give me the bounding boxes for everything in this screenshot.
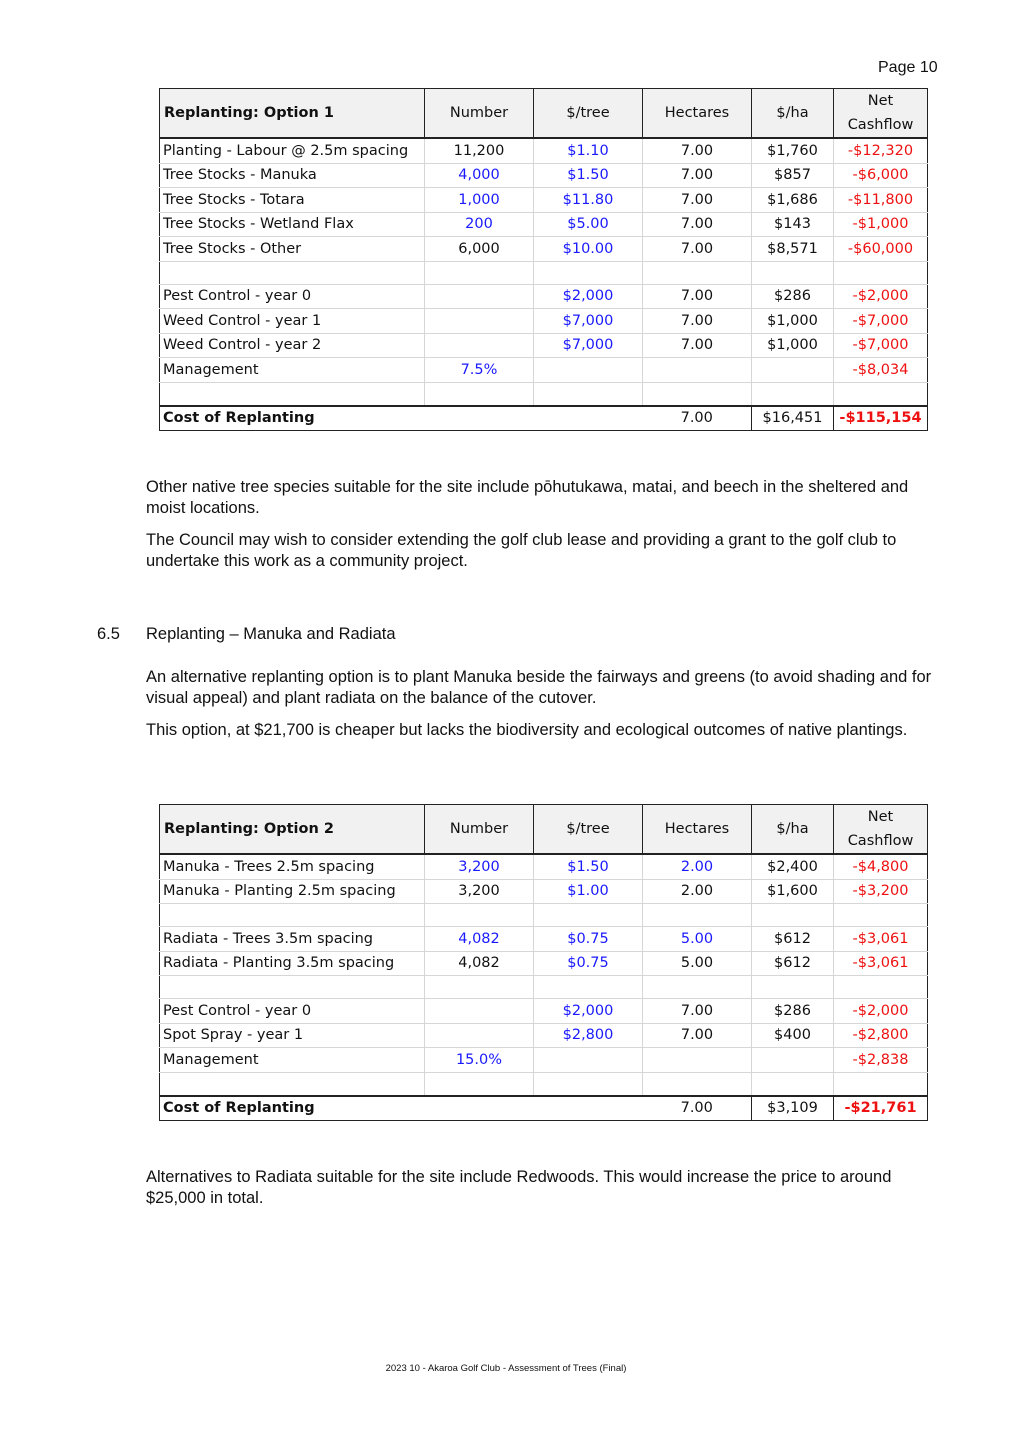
cell-number — [425, 309, 534, 334]
cell-number: 200 — [425, 212, 534, 237]
cell-per-tree: $1.10 — [534, 138, 643, 163]
cell-per-tree — [534, 358, 643, 383]
total-row — [160, 1096, 928, 1121]
cell-net-cashflow: -$2,000 — [834, 999, 928, 1024]
table-row — [160, 854, 928, 879]
paragraph-redwoods: Alternatives to Radiata suitable for the site include Redwoods. This would increase the price to around $25,000 in total. — [146, 1168, 892, 1207]
total-hectares: 7.00 — [643, 1096, 752, 1121]
header-per-tree: $/tree — [534, 89, 643, 139]
cell-number: 6,000 — [425, 237, 534, 262]
cell-net-cashflow: -$1,000 — [834, 212, 928, 237]
header-per-tree: $/tree — [534, 805, 643, 855]
cell-number: 1,000 — [425, 188, 534, 213]
total-label: Cost of Replanting — [160, 406, 643, 431]
row-label: Management — [160, 1048, 425, 1073]
page-footer: 2023 10 - Akaroa Golf Club - Assessment of Trees (Final) — [385, 1363, 627, 1374]
cell-number: 4,000 — [425, 163, 534, 188]
cell-hectares: 5.00 — [643, 951, 752, 976]
table-row — [160, 212, 928, 237]
page-number: Page 10 — [878, 59, 938, 76]
total-hectares: 7.00 — [643, 406, 752, 431]
cell-hectares — [643, 358, 752, 383]
row-label: Pest Control - year 0 — [160, 284, 425, 309]
header-hectares: Hectares — [643, 89, 752, 139]
cell-net-cashflow: -$60,000 — [834, 237, 928, 262]
cell-hectares: 7.00 — [643, 284, 752, 309]
cell-per-tree: $1.00 — [534, 879, 643, 904]
row-label: Pest Control - year 0 — [160, 999, 425, 1024]
cell-hectares: 7.00 — [643, 333, 752, 358]
cell-number — [425, 284, 534, 309]
cell-hectares: 5.00 — [643, 927, 752, 952]
cell-per-ha: $612 — [752, 951, 834, 976]
section-number: 6.5 — [97, 625, 120, 643]
table-row — [160, 163, 928, 188]
cell-per-ha — [752, 1048, 834, 1073]
cell-hectares: 7.00 — [643, 163, 752, 188]
cell-number — [425, 999, 534, 1024]
header-label: Replanting: Option 1 — [160, 89, 425, 139]
total-net-cashflow: -$21,761 — [834, 1096, 928, 1121]
row-label: Radiata - Planting 3.5m spacing — [160, 951, 425, 976]
cell-net-cashflow: -$2,838 — [834, 1048, 928, 1073]
row-label: Tree Stocks - Manuka — [160, 163, 425, 188]
total-per-ha: $3,109 — [752, 1096, 834, 1121]
cell-per-ha: $1,600 — [752, 879, 834, 904]
cell-number: 4,082 — [425, 927, 534, 952]
row-label: Tree Stocks - Other — [160, 237, 425, 262]
cell-number: 3,200 — [425, 879, 534, 904]
table-row — [160, 999, 928, 1024]
cell-per-tree: $2,000 — [534, 999, 643, 1024]
cell-per-ha: $2,400 — [752, 854, 834, 879]
cell-net-cashflow: -$2,000 — [834, 284, 928, 309]
cell-per-tree: $10.00 — [534, 237, 643, 262]
header-net-cashflow: Net Cashflow — [834, 805, 928, 855]
row-label: Management — [160, 358, 425, 383]
replanting-option-2-table — [159, 804, 928, 1121]
paragraph-native-species: Other native tree species suitable for the site include pōhutukawa, matai, and beech in the sheltered and moist locations. — [146, 478, 909, 517]
cell-per-tree: $5.00 — [534, 212, 643, 237]
cell-number: 3,200 — [425, 854, 534, 879]
row-label: Manuka - Trees 2.5m spacing — [160, 854, 425, 879]
cell-number: 15.0% — [425, 1048, 534, 1073]
cell-hectares: 7.00 — [643, 237, 752, 262]
row-label: Radiata - Trees 3.5m spacing — [160, 927, 425, 952]
row-label: Weed Control - year 2 — [160, 333, 425, 358]
row-label: Planting - Labour @ 2.5m spacing — [160, 138, 425, 163]
cell-per-tree — [534, 1048, 643, 1073]
header-per-ha: $/ha — [752, 89, 834, 139]
table-row — [160, 237, 928, 262]
cell-per-tree: $1.50 — [534, 163, 643, 188]
table-header-row — [160, 89, 928, 139]
header-hectares: Hectares — [643, 805, 752, 855]
cell-per-tree: $2,800 — [534, 1023, 643, 1048]
cell-per-tree: $2,000 — [534, 284, 643, 309]
table-row — [160, 879, 928, 904]
cell-number: 4,082 — [425, 951, 534, 976]
cell-number: 7.5% — [425, 358, 534, 383]
cell-per-ha: $1,000 — [752, 333, 834, 358]
cell-per-tree: $1.50 — [534, 854, 643, 879]
cell-net-cashflow: -$3,061 — [834, 927, 928, 952]
table-row — [160, 284, 928, 309]
cell-net-cashflow: -$3,061 — [834, 951, 928, 976]
blank-row — [160, 261, 928, 284]
cell-hectares: 7.00 — [643, 309, 752, 334]
cell-per-ha: $1,000 — [752, 309, 834, 334]
cell-net-cashflow: -$7,000 — [834, 309, 928, 334]
cell-number — [425, 333, 534, 358]
row-label: Tree Stocks - Wetland Flax — [160, 212, 425, 237]
table-row — [160, 138, 928, 163]
cell-hectares: 7.00 — [643, 999, 752, 1024]
cell-per-tree: $7,000 — [534, 333, 643, 358]
cell-per-ha: $1,686 — [752, 188, 834, 213]
table-row — [160, 188, 928, 213]
cell-net-cashflow: -$12,320 — [834, 138, 928, 163]
header-number: Number — [425, 89, 534, 139]
cell-hectares: 2.00 — [643, 854, 752, 879]
total-per-ha: $16,451 — [752, 406, 834, 431]
header-number: Number — [425, 805, 534, 855]
table-row — [160, 309, 928, 334]
row-label: Manuka - Planting 2.5m spacing — [160, 879, 425, 904]
cell-net-cashflow: -$8,034 — [834, 358, 928, 383]
cell-hectares: 7.00 — [643, 188, 752, 213]
row-label: Tree Stocks - Totara — [160, 188, 425, 213]
blank-row — [160, 382, 928, 406]
cell-per-ha: $286 — [752, 999, 834, 1024]
table-row — [160, 1023, 928, 1048]
cell-per-tree: $7,000 — [534, 309, 643, 334]
cell-per-ha: $286 — [752, 284, 834, 309]
cell-per-tree: $0.75 — [534, 951, 643, 976]
table-row — [160, 333, 928, 358]
cell-net-cashflow: -$3,200 — [834, 879, 928, 904]
cell-net-cashflow: -$2,800 — [834, 1023, 928, 1048]
row-label: Spot Spray - year 1 — [160, 1023, 425, 1048]
header-per-ha: $/ha — [752, 805, 834, 855]
paragraph-option-cost: This option, at $21,700 is cheaper but lacks the biodiversity and ecological outcomes of native plantings. — [146, 721, 908, 739]
cell-net-cashflow: -$7,000 — [834, 333, 928, 358]
cell-number — [425, 1023, 534, 1048]
paragraph-council-lease: The Council may wish to consider extending the golf club lease and providing a grant to the golf club to undertake this work as a community project. — [146, 531, 897, 570]
cell-per-ha: $400 — [752, 1023, 834, 1048]
blank-row — [160, 904, 928, 927]
header-net-cashflow: Net Cashflow — [834, 89, 928, 139]
cell-per-ha — [752, 358, 834, 383]
total-net-cashflow: -$115,154 — [834, 406, 928, 431]
cell-per-ha: $8,571 — [752, 237, 834, 262]
total-row — [160, 406, 928, 431]
cell-hectares: 7.00 — [643, 212, 752, 237]
cell-per-ha: $1,760 — [752, 138, 834, 163]
cell-hectares: 2.00 — [643, 879, 752, 904]
replanting-option-1-table — [159, 88, 928, 431]
cell-per-ha: $143 — [752, 212, 834, 237]
table-row — [160, 927, 928, 952]
section-title: Replanting – Manuka and Radiata — [146, 625, 396, 643]
table-row — [160, 1048, 928, 1073]
header-label: Replanting: Option 2 — [160, 805, 425, 855]
table-row — [160, 358, 928, 383]
cell-hectares — [643, 1048, 752, 1073]
cell-per-ha: $612 — [752, 927, 834, 952]
cell-per-tree: $11.80 — [534, 188, 643, 213]
cell-per-tree: $0.75 — [534, 927, 643, 952]
cell-net-cashflow: -$6,000 — [834, 163, 928, 188]
blank-row — [160, 1072, 928, 1096]
cell-net-cashflow: -$11,800 — [834, 188, 928, 213]
paragraph-alternative-option: An alternative replanting option is to plant Manuka beside the fairways and greens (to avoid shading and for visual appeal) and plant radiata on the balance of the cutover. — [146, 668, 932, 707]
blank-row — [160, 976, 928, 999]
cell-number: 11,200 — [425, 138, 534, 163]
table-row — [160, 951, 928, 976]
cell-net-cashflow: -$4,800 — [834, 854, 928, 879]
cell-hectares: 7.00 — [643, 1023, 752, 1048]
total-label: Cost of Replanting — [160, 1096, 643, 1121]
table-header-row — [160, 805, 928, 855]
cell-hectares: 7.00 — [643, 138, 752, 163]
row-label: Weed Control - year 1 — [160, 309, 425, 334]
cell-per-ha: $857 — [752, 163, 834, 188]
